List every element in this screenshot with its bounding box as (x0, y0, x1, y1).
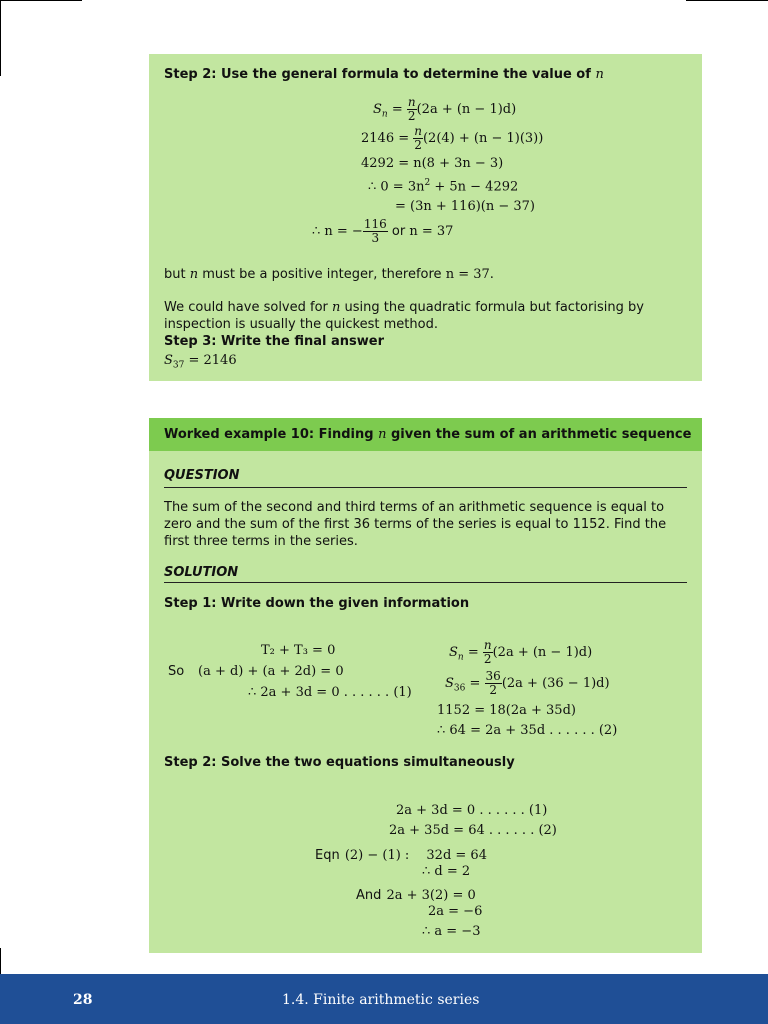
section-title: 1.4. Finite arithmetic series (282, 992, 480, 1008)
crop-mark-top-left-h (0, 0, 82, 1)
equation-n-solutions: ∴ n = − $\frac{116}{3}$ or n = 37 (312, 217, 454, 245)
page-number: 28 (73, 992, 93, 1008)
step2-heading: Step 2: Use the general formula to determine the value of n (164, 67, 604, 82)
eq-2: ∴ 64 = 2a + 35d . . . . . . (2) (437, 723, 618, 738)
worked-example-header: Worked example 10: Finding n given the sum of an arithmetic sequence (149, 418, 702, 451)
sim-d-result: ∴ d = 2 (422, 864, 471, 879)
equation-4292: 4292 = n(8 + 3n − 3) (361, 156, 504, 171)
step-continuation-box (149, 54, 702, 381)
crop-mark-top-right-h (686, 0, 768, 1)
sim-substitute: And 2a + 3(2) = 0 (356, 888, 476, 903)
step2-simultaneous-heading: Step 2: Solve the two equations simultaneously (164, 755, 515, 770)
eq-1: ∴ 2a + 3d = 0 . . . . . . (1) (248, 685, 412, 700)
so-label: So (168, 664, 185, 679)
step3-heading: Step 3: Write the final answer (164, 334, 384, 349)
sim-eq-1: 2a + 3d = 0 . . . . . . (1) (396, 803, 548, 818)
question-label: QUESTION (164, 468, 240, 483)
quadratic-note: We could have solved for n using the quadratic formula but factorising by inspection is usually the quickest method. (164, 300, 644, 332)
solution-rule (164, 582, 687, 583)
equation-factored: = (3n + 116)(n − 37) (395, 199, 535, 214)
page-footer (0, 974, 768, 1024)
solution-label: SOLUTION (164, 565, 239, 580)
final-answer: $S_{37} = 2146$ (164, 353, 237, 371)
step1-heading: Step 1: Write down the given information (164, 596, 470, 611)
eq-t2-t3: T₂ + T₃ = 0 (261, 643, 336, 658)
question-text: The sum of the second and third terms of an arithmetic sequence is equal to zero and the sum of the first 36 terms of the series is equal to 1152. Find the first three terms in the series. (164, 500, 667, 549)
eq-s36: $S_{36}$ = $\frac{36}{2}$ (2a + (36 − 1)d) (445, 669, 610, 697)
crop-mark-bottom-left-v (0, 948, 1, 974)
eq-1152: 1152 = 18(2a + 35d) (437, 703, 576, 718)
equation-sn: $S_n$ = $\frac{n}{2}$ (2a + (n − 1)d) (373, 95, 517, 123)
worked-example-10-box (149, 418, 702, 953)
positive-integer-note: but n must be a positive integer, therefore n = 37. (164, 267, 494, 282)
sim-eq-2: 2a + 35d = 64 . . . . . . (2) (389, 823, 557, 838)
sim-2a-result: 2a = −6 (428, 904, 483, 919)
equation-2146: 2146 = $\frac{n}{2}$ (2(4) + (n − 1)(3)) (361, 124, 544, 152)
eq-a-d-sum: (a + d) + (a + 2d) = 0 (198, 664, 344, 679)
sim-a-result: ∴ a = −3 (422, 924, 481, 939)
crop-mark-top-left-v (0, 0, 1, 76)
sim-eq-subtract: Eqn (2) − (1) : 32d = 64 (315, 848, 487, 863)
worked-example-title: Worked example 10: Finding (164, 427, 374, 442)
question-rule (164, 487, 687, 488)
equation-quadratic: ∴ $0 = 3n^2 + 5n - 4292$ (368, 178, 519, 195)
eq-sn-formula: $S_n$ = $\frac{n}{2}$ (2a + (n − 1)d) (449, 638, 593, 666)
